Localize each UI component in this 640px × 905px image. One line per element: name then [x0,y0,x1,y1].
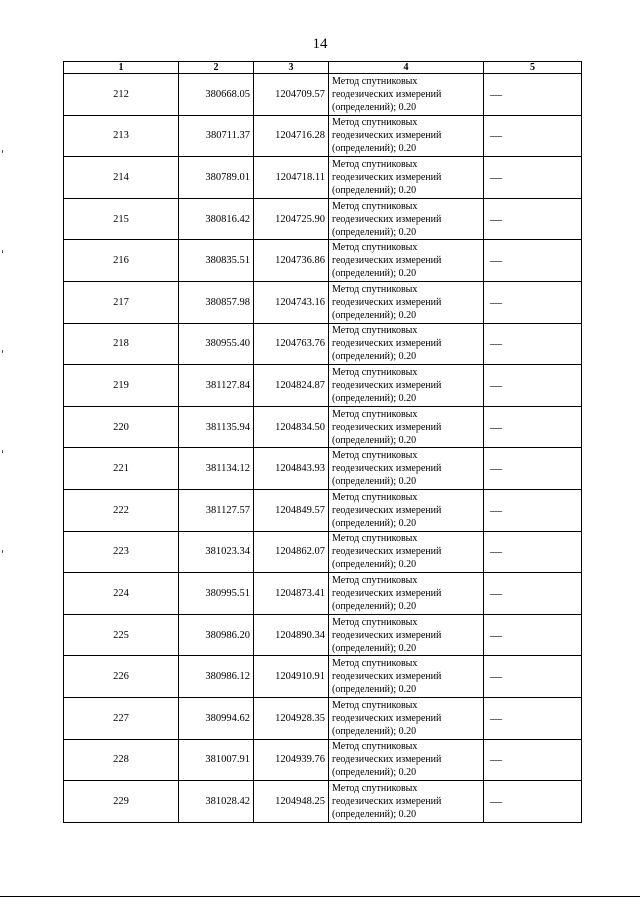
method-line: Метод спутниковых [332,699,418,711]
x-coordinate-cell: 381127.84 [179,365,254,407]
note-cell: — [484,281,582,323]
y-coordinate-cell: 1204948.25 [254,781,329,823]
y-coordinate-cell: 1204849.57 [254,489,329,531]
margin-mark [2,350,3,353]
y-coordinate-cell: 1204939.76 [254,739,329,781]
x-coordinate-cell: 380816.42 [179,198,254,240]
method-cell [329,74,484,116]
x-coordinate-cell: 381134.12 [179,448,254,490]
method-line: Метод спутниковых [332,658,418,670]
method-line: (определений); 0.20 [332,351,417,363]
method-line: геодезических измерений [332,546,442,558]
x-coordinate-cell: 380986.12 [179,656,254,698]
table-row [64,489,582,531]
x-coordinate-cell: 380789.01 [179,157,254,199]
method-line: геодезических измерений [332,671,442,683]
point-number-cell: 219 [64,365,179,407]
y-coordinate-cell: 1204824.87 [254,365,329,407]
note-cell: — [484,781,582,823]
x-coordinate-cell: 380711.37 [179,115,254,157]
point-number-cell: 227 [64,697,179,739]
method-line: (определений); 0.20 [332,642,417,654]
note-cell: — [484,614,582,656]
method-line: Метод спутниковых [332,75,418,87]
note-cell: — [484,198,582,240]
y-coordinate-cell: 1204862.07 [254,531,329,573]
margin-mark [2,450,3,453]
method-line: Метод спутниковых [332,200,418,212]
point-number-cell: 229 [64,781,179,823]
point-number-cell: 228 [64,739,179,781]
method-line: (определений); 0.20 [332,226,417,238]
method-line: геодезических измерений [332,379,442,391]
table-row [64,198,582,240]
method-cell [329,115,484,157]
table-row [64,406,582,448]
table-row [64,365,582,407]
method-line: (определений); 0.20 [332,392,417,404]
note-cell: — [484,74,582,116]
method-cell [329,323,484,365]
header-col-2: 2 [179,62,254,74]
x-coordinate-cell: 381135.94 [179,406,254,448]
point-number-cell: 216 [64,240,179,282]
method-line: (определений); 0.20 [332,101,417,113]
method-cell [329,781,484,823]
method-line: геодезических измерений [332,629,442,641]
method-line: Метод спутниковых [332,491,418,503]
method-cell [329,448,484,490]
x-coordinate-cell: 381023.34 [179,531,254,573]
method-line: (определений); 0.20 [332,684,417,696]
method-cell [329,739,484,781]
method-line: Метод спутниковых [332,325,418,337]
y-coordinate-cell: 1204843.93 [254,448,329,490]
method-line: Метод спутниковых [332,533,418,545]
table-row [64,531,582,573]
header-col-3: 3 [254,62,329,74]
method-line: Метод спутниковых [332,450,418,462]
y-coordinate-cell: 1204718.11 [254,157,329,199]
method-line: Метод спутниковых [332,408,418,420]
y-coordinate-cell: 1204928.35 [254,697,329,739]
table-row [64,281,582,323]
method-line: геодезических измерений [332,504,442,516]
x-coordinate-cell: 380668.05 [179,74,254,116]
point-number-cell: 217 [64,281,179,323]
method-line: Метод спутниковых [332,574,418,586]
method-line: геодезических измерений [332,338,442,350]
note-cell: — [484,323,582,365]
method-line: геодезических измерений [332,130,442,142]
table-header-row [64,62,582,74]
method-line: (определений); 0.20 [332,268,417,280]
method-line: геодезических измерений [332,712,442,724]
method-cell [329,198,484,240]
header-col-5: 5 [484,62,582,74]
note-cell: — [484,157,582,199]
y-coordinate-cell: 1204873.41 [254,573,329,615]
method-cell [329,614,484,656]
point-number-cell: 214 [64,157,179,199]
table-row [64,573,582,615]
method-line: Метод спутниковых [332,283,418,295]
header-col-1: 1 [64,62,179,74]
note-cell: — [484,406,582,448]
y-coordinate-cell: 1204716.28 [254,115,329,157]
x-coordinate-cell: 380994.62 [179,697,254,739]
method-line: геодезических измерений [332,795,442,807]
point-number-cell: 221 [64,448,179,490]
bottom-rule [0,896,640,897]
note-cell: — [484,531,582,573]
table-row [64,115,582,157]
note-cell: — [484,573,582,615]
note-cell: — [484,448,582,490]
point-number-cell: 218 [64,323,179,365]
method-cell [329,240,484,282]
method-line: Метод спутниковых [332,616,418,628]
note-cell: — [484,489,582,531]
method-line: (определений); 0.20 [332,725,417,737]
margin-mark [2,550,3,553]
method-cell [329,656,484,698]
method-cell [329,406,484,448]
note-cell: — [484,739,582,781]
method-line: (определений); 0.20 [332,309,417,321]
note-cell: — [484,365,582,407]
point-number-cell: 225 [64,614,179,656]
point-number-cell: 215 [64,198,179,240]
table-row [64,157,582,199]
method-line: (определений); 0.20 [332,767,417,779]
y-coordinate-cell: 1204890.34 [254,614,329,656]
y-coordinate-cell: 1204709.57 [254,74,329,116]
method-line: геодезических измерений [332,88,442,100]
method-line: (определений); 0.20 [332,600,417,612]
y-coordinate-cell: 1204725.90 [254,198,329,240]
point-number-cell: 226 [64,656,179,698]
method-line: Метод спутниковых [332,741,418,753]
x-coordinate-cell: 381127.57 [179,489,254,531]
point-number-cell: 212 [64,74,179,116]
method-cell [329,489,484,531]
page-number: 14 [312,36,328,52]
method-cell [329,531,484,573]
point-number-cell: 222 [64,489,179,531]
x-coordinate-cell: 381007.91 [179,739,254,781]
y-coordinate-cell: 1204736.86 [254,240,329,282]
table-row [64,697,582,739]
method-line: (определений); 0.20 [332,143,417,155]
table-row [64,739,582,781]
method-line: Метод спутниковых [332,158,418,170]
note-cell: — [484,697,582,739]
note-cell: — [484,115,582,157]
method-line: (определений); 0.20 [332,559,417,571]
table-row [64,448,582,490]
header-col-4: 4 [329,62,484,74]
note-cell: — [484,656,582,698]
point-number-cell: 213 [64,115,179,157]
note-cell: — [484,240,582,282]
method-line: (определений); 0.20 [332,476,417,488]
y-coordinate-cell: 1204743.16 [254,281,329,323]
margin-mark [2,250,3,253]
method-line: геодезических измерений [332,463,442,475]
table-row [64,74,582,116]
point-number-cell: 220 [64,406,179,448]
method-cell [329,281,484,323]
x-coordinate-cell: 380857.98 [179,281,254,323]
method-line: (определений); 0.20 [332,517,417,529]
x-coordinate-cell: 380995.51 [179,573,254,615]
method-line: (определений); 0.20 [332,434,417,446]
method-line: Метод спутниковых [332,242,418,254]
method-line: (определений); 0.20 [332,184,417,196]
table-row [64,656,582,698]
method-line: геодезических измерений [332,255,442,267]
method-line: геодезических измерений [332,587,442,599]
method-line: геодезических измерений [332,213,442,225]
x-coordinate-cell: 381028.42 [179,781,254,823]
method-line: Метод спутниковых [332,782,418,794]
method-line: геодезических измерений [332,296,442,308]
x-coordinate-cell: 380955.40 [179,323,254,365]
table-body [64,74,582,823]
x-coordinate-cell: 380835.51 [179,240,254,282]
table-row [64,240,582,282]
method-line: геодезических измерений [332,754,442,766]
table-row [64,781,582,823]
method-cell [329,365,484,407]
method-line: геодезических измерений [332,171,442,183]
y-coordinate-cell: 1204910.91 [254,656,329,698]
method-line: Метод спутниковых [332,117,418,129]
y-coordinate-cell: 1204763.76 [254,323,329,365]
method-cell [329,697,484,739]
method-cell [329,157,484,199]
margin-mark [2,150,3,153]
method-cell [329,573,484,615]
table-row [64,323,582,365]
coordinates-table [63,61,582,823]
point-number-cell: 224 [64,573,179,615]
method-line: Метод спутниковых [332,366,418,378]
point-number-cell: 223 [64,531,179,573]
y-coordinate-cell: 1204834.50 [254,406,329,448]
table-row [64,614,582,656]
method-line: геодезических измерений [332,421,442,433]
method-line: (определений); 0.20 [332,808,417,820]
x-coordinate-cell: 380986.20 [179,614,254,656]
